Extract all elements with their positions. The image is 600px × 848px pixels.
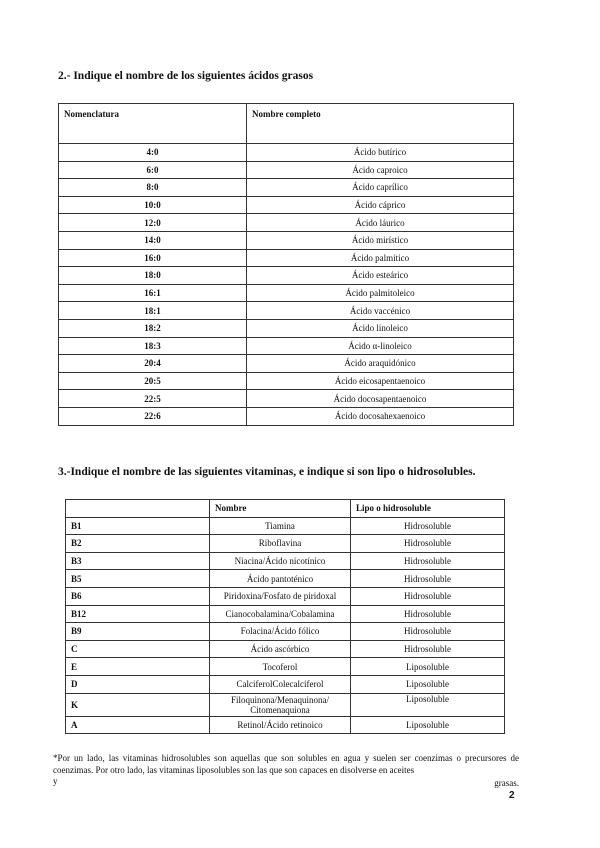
nomenclature-cell: 12:0 <box>59 214 247 232</box>
nomenclature-cell: 10:0 <box>59 196 247 214</box>
fatty-acids-table <box>58 103 514 426</box>
solubility-cell: Hidrosoluble <box>351 623 505 641</box>
header-nomenclatura: Nomenclatura <box>59 104 247 144</box>
table-row <box>59 179 514 197</box>
table-row <box>59 144 514 162</box>
vitamin-name-cell: CalciferolColecalciferol <box>210 675 351 693</box>
vitamin-code-cell: D <box>66 675 210 693</box>
nomenclature-cell: 18:0 <box>59 267 247 285</box>
section-3-heading: 3.-Indique el nombre de las siguientes vitaminas, e indique si son lipo o hidrosolubles. <box>58 466 476 478</box>
solubility-cell: Hidrosoluble <box>351 587 505 605</box>
page-number: 2 <box>509 790 515 801</box>
vitamin-code-cell: B9 <box>66 623 210 641</box>
table-row <box>66 640 505 658</box>
vitamin-name-cell: Riboflavina <box>210 535 351 553</box>
footnote: *Por un lado, las vitaminas hidrosolubles son aquellas que son solubles en agua y suelen ser coenzimas o precursores de coenzimas. Por otro lado, las vitaminas liposolubles son las que son capaces en disolverse en aceites <box>53 753 519 775</box>
full-name-cell: Ácido caproico <box>247 161 514 179</box>
footnote-tail-right: grasas. <box>494 778 519 788</box>
nomenclature-cell: 8:0 <box>59 179 247 197</box>
table-row <box>59 372 514 390</box>
table-row <box>66 517 505 535</box>
vitamin-code-cell: E <box>66 658 210 676</box>
vitamin-code-cell: B5 <box>66 570 210 588</box>
section-2-heading: 2.- Indique el nombre de los siguientes ácidos grasos <box>58 70 314 82</box>
nomenclature-cell: 22:5 <box>59 390 247 408</box>
nomenclature-cell: 4:0 <box>59 144 247 162</box>
nomenclature-cell: 14:0 <box>59 231 247 249</box>
full-name-cell: Ácido butírico <box>247 144 514 162</box>
nomenclature-cell: 18:3 <box>59 337 247 355</box>
solubility-cell: Hidrosoluble <box>351 535 505 553</box>
header-nombre: Nombre <box>210 500 351 518</box>
nomenclature-cell: 20:5 <box>59 372 247 390</box>
full-name-cell: Ácido láurico <box>247 214 514 232</box>
vitamin-code-cell: B6 <box>66 587 210 605</box>
nomenclature-cell: 16:0 <box>59 249 247 267</box>
full-name-cell: Ácido eicosapentaenoico <box>247 372 514 390</box>
vitamin-code-cell: K <box>66 693 210 716</box>
vitamin-code-cell: B2 <box>66 535 210 553</box>
table-header-row <box>66 500 505 518</box>
table-row <box>66 552 505 570</box>
table-row <box>66 716 505 734</box>
table-row <box>66 675 505 693</box>
vitamin-name-cell: Ácido ascórbico <box>210 640 351 658</box>
vitamin-name-cell: Piridoxina/Fosfato de piridoxal <box>210 587 351 605</box>
solubility-cell: Hidrosoluble <box>351 517 505 535</box>
table-row <box>59 390 514 408</box>
vitamin-name-cell: Cianocobalamina/Cobalamina <box>210 605 351 623</box>
table-row <box>66 658 505 676</box>
full-name-cell: Ácido docosapentaenoico <box>247 390 514 408</box>
solubility-cell: Hidrosoluble <box>351 605 505 623</box>
header-lipo-hidro: Lipo o hidrosoluble <box>351 500 505 518</box>
full-name-cell: Ácido caprílico <box>247 179 514 197</box>
nomenclature-cell: 6:0 <box>59 161 247 179</box>
vitamin-code-cell: B1 <box>66 517 210 535</box>
table-row <box>66 623 505 641</box>
table-row <box>66 570 505 588</box>
nomenclature-cell: 18:2 <box>59 319 247 337</box>
table-row <box>59 161 514 179</box>
table-header-row <box>59 104 514 144</box>
table-row <box>66 605 505 623</box>
full-name-cell: Ácido vaccénico <box>247 302 514 320</box>
footnote-tail-left: y <box>53 776 58 786</box>
table-row <box>59 284 514 302</box>
solubility-cell: Hidrosoluble <box>351 570 505 588</box>
header-vitamin <box>66 500 210 518</box>
nomenclature-cell: 16:1 <box>59 284 247 302</box>
table-row <box>59 355 514 373</box>
table-row <box>59 319 514 337</box>
table-row <box>66 587 505 605</box>
table-row <box>59 337 514 355</box>
solubility-cell: Liposoluble <box>351 693 505 716</box>
table-row <box>59 196 514 214</box>
full-name-cell: Ácido α-linoleico <box>247 337 514 355</box>
solubility-cell: Hidrosoluble <box>351 552 505 570</box>
vitamin-name-cell: Retinol/Ácido retinoico <box>210 716 351 734</box>
vitamin-name-cell: Tocoferol <box>210 658 351 676</box>
full-name-cell: Ácido linoleico <box>247 319 514 337</box>
full-name-cell: Ácido docosahexaenoico <box>247 407 514 425</box>
solubility-cell: Liposoluble <box>351 716 505 734</box>
table-row <box>59 267 514 285</box>
vitamin-name-cell: Folacina/Ácido fólico <box>210 623 351 641</box>
full-name-cell: Ácido palmítico <box>247 249 514 267</box>
vitamin-name-cell: Niacina/Ácido nicotínico <box>210 552 351 570</box>
vitamin-code-cell: B3 <box>66 552 210 570</box>
table-row <box>59 249 514 267</box>
table-row <box>66 535 505 553</box>
vitamin-code-cell: B12 <box>66 605 210 623</box>
solubility-cell: Liposoluble <box>351 658 505 676</box>
solubility-cell: Liposoluble <box>351 675 505 693</box>
table-row <box>59 407 514 425</box>
table-row <box>66 693 505 716</box>
vitamin-name-cell: Ácido pantoténico <box>210 570 351 588</box>
vitamin-name-cell: Filoquinona/Menaquinona/ Citomenaquiona <box>210 693 351 716</box>
header-nombre-completo: Nombre completo <box>247 104 514 144</box>
full-name-cell: Ácido cáprico <box>247 196 514 214</box>
solubility-cell: Hidrosoluble <box>351 640 505 658</box>
nomenclature-cell: 18:1 <box>59 302 247 320</box>
full-name-cell: Ácido araquidónico <box>247 355 514 373</box>
full-name-cell: Ácido palmitoleico <box>247 284 514 302</box>
full-name-cell: Ácido esteárico <box>247 267 514 285</box>
table-row <box>59 302 514 320</box>
table-row <box>59 214 514 232</box>
vitamins-table <box>65 499 505 734</box>
nomenclature-cell: 20:4 <box>59 355 247 373</box>
vitamin-name-cell: Tiamina <box>210 517 351 535</box>
table-row <box>59 231 514 249</box>
nomenclature-cell: 22:6 <box>59 407 247 425</box>
full-name-cell: Ácido mirístico <box>247 231 514 249</box>
vitamin-code-cell: C <box>66 640 210 658</box>
vitamin-code-cell: A <box>66 716 210 734</box>
